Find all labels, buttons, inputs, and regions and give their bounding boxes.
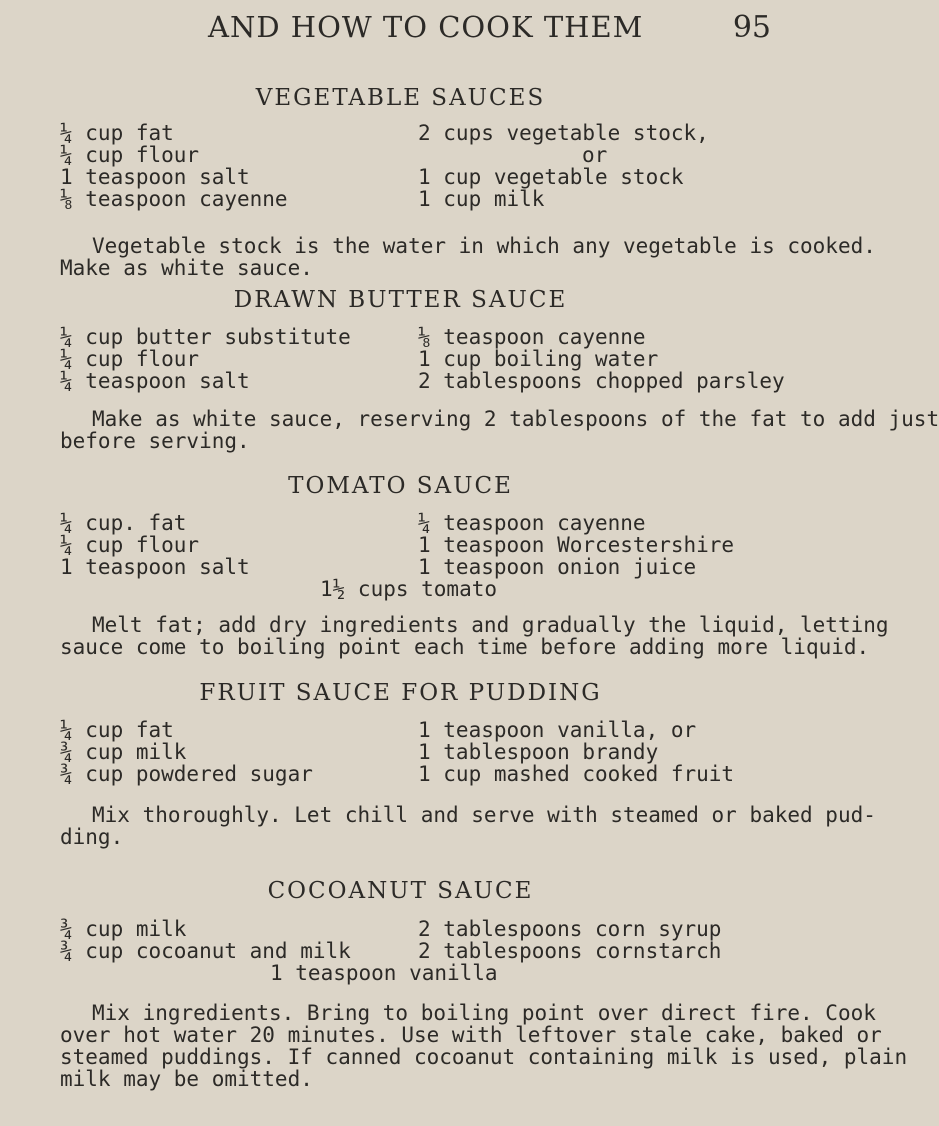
ingredient: ¼ cup fat (60, 121, 174, 145)
ingredient: 1 tablespoon brandy (418, 740, 659, 764)
instruction-line: ding. (60, 825, 124, 849)
ingredient: ¼ cup butter substitute (60, 325, 351, 349)
instruction-line: Mix thoroughly. Let chill and serve with steamed or baked pud- (92, 803, 876, 827)
ingredient: ¼ teaspoon cayenne (418, 511, 646, 535)
ingredient: ¼ cup flour (60, 347, 200, 371)
instruction-line: Make as white sauce, reserving 2 tablespoons of the fat to add just (92, 407, 939, 431)
ingredient: 1 teaspoon vanilla (270, 961, 498, 985)
ingredient: ¼ cup flour (60, 143, 200, 167)
ingredient: 1 teaspoon salt (60, 165, 250, 189)
ingredient: 2 cups vegetable stock, (418, 121, 709, 145)
running-head-title: AND HOW TO COOK THEM (208, 10, 644, 44)
ingredient: 1 cup vegetable stock (418, 165, 684, 189)
ingredient: 2 tablespoons cornstarch (418, 939, 722, 963)
instructions (60, 407, 939, 453)
ingredient: or (582, 143, 608, 167)
instruction-line: over hot water 20 minutes. Use with leftover stale cake, baked or (60, 1023, 882, 1047)
ingredient: ¾ cup milk (60, 917, 187, 941)
instruction-line: steamed puddings. If canned cocoanut containing milk is used, plain (60, 1045, 908, 1069)
ingredient: 1 teaspoon salt (60, 555, 250, 579)
ingredient: ¼ cup flour (60, 533, 200, 557)
ingredient: 1½ cups tomato (320, 577, 498, 601)
ingredient: ⅛ teaspoon cayenne (60, 187, 288, 211)
section-heading: FRUIT SAUCE FOR PUDDING (199, 680, 602, 706)
instruction-line: Melt fat; add dry ingredients and gradually the liquid, letting (92, 613, 889, 637)
instruction-line: Vegetable stock is the water in which any vegetable is cooked. (92, 234, 876, 258)
ingredient: 1 teaspoon vanilla, or (418, 718, 697, 742)
ingredient: ¾ cup powdered sugar (60, 762, 313, 786)
ingredient: 2 tablespoons chopped parsley (418, 369, 785, 393)
ingredient: ¾ cup cocoanut and milk (60, 939, 351, 963)
section-heading: VEGETABLE SAUCES (255, 85, 546, 111)
instructions (60, 613, 889, 659)
ingredient: 1 teaspoon Worcestershire (418, 533, 735, 557)
instruction-line: before serving. (60, 429, 250, 453)
ingredient: ¾ cup milk (60, 740, 187, 764)
page-number: 95 (732, 10, 771, 45)
instruction-line: Mix ingredients. Bring to boiling point over direct fire. Cook (92, 1001, 876, 1025)
ingredient: ¼ teaspoon salt (60, 369, 250, 393)
instructions (60, 1001, 908, 1091)
running-head (0, 10, 801, 54)
ingredient: ¼ cup. fat (60, 511, 187, 535)
instructions (60, 803, 876, 849)
section-heading: TOMATO SAUCE (288, 473, 513, 499)
instruction-line: milk may be omitted. (60, 1067, 313, 1091)
section-heading: COCOANUT SAUCE (267, 878, 534, 904)
ingredient: 1 teaspoon onion juice (418, 555, 697, 579)
ingredient: 2 tablespoons corn syrup (418, 917, 722, 941)
ingredient: ⅛ teaspoon cayenne (418, 325, 646, 349)
instruction-line: sauce come to boiling point each time before adding more liquid. (60, 635, 870, 659)
section-heading: DRAWN BUTTER SAUCE (233, 287, 568, 313)
ingredient: ¼ cup fat (60, 718, 174, 742)
ingredient: 1 cup milk (418, 187, 545, 211)
instructions (60, 234, 876, 280)
ingredient: 1 cup mashed cooked fruit (418, 762, 735, 786)
ingredient: 1 cup boiling water (418, 347, 659, 371)
instruction-line: Make as white sauce. (60, 256, 313, 280)
